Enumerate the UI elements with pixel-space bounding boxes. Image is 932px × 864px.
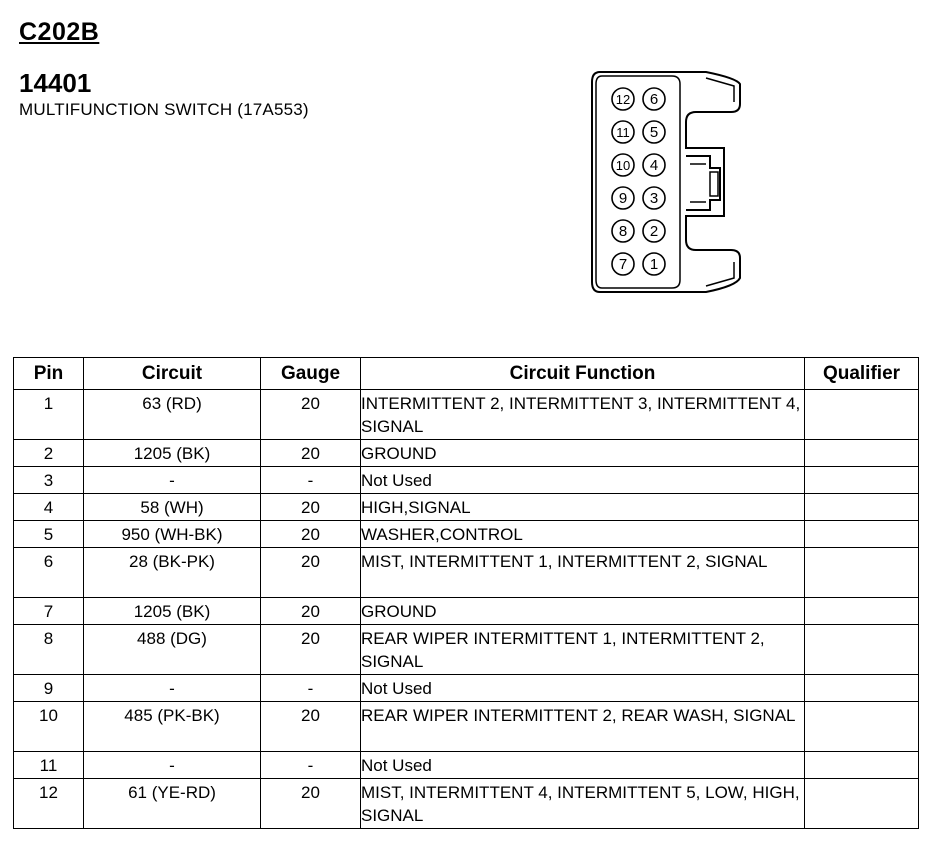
- pin-cell: 12: [14, 779, 84, 829]
- circuit-cell: 63 (RD): [84, 390, 261, 440]
- pin-number-label: 6: [649, 91, 659, 108]
- pin-cell: 8: [14, 625, 84, 675]
- qualifier-cell: [805, 390, 919, 440]
- pin-cell: 1: [14, 390, 84, 440]
- circuit-cell: 950 (WH-BK): [84, 521, 261, 548]
- table-row: [14, 675, 919, 702]
- part-description: MULTIFUNCTION SWITCH (17A553): [19, 100, 309, 119]
- qualifier-cell: [805, 702, 919, 752]
- qualifier-cell: [805, 675, 919, 702]
- gauge-cell: 20: [261, 548, 361, 598]
- table-row: [14, 779, 919, 829]
- pin-cell: 9: [14, 675, 84, 702]
- pin-cell: 5: [14, 521, 84, 548]
- column-header-circuit-function: Circuit Function: [361, 358, 805, 390]
- gauge-cell: 20: [261, 779, 361, 829]
- circuit-cell: 485 (PK-BK): [84, 702, 261, 752]
- circuit-function-cell: Not Used: [361, 467, 805, 494]
- circuit-function-cell: WASHER,CONTROL: [361, 521, 805, 548]
- table-row: [14, 521, 919, 548]
- pin-number-label: 9: [618, 190, 628, 207]
- circuit-cell: 488 (DG): [84, 625, 261, 675]
- circuit-function-cell: MIST, INTERMITTENT 1, INTERMITTENT 2, SIGNAL: [361, 548, 805, 598]
- connector-id: C202B: [19, 18, 100, 46]
- circuit-cell: 1205 (BK): [84, 440, 261, 467]
- gauge-cell: 20: [261, 440, 361, 467]
- column-header-pin: Pin: [14, 358, 84, 390]
- pin-number-label: 8: [618, 223, 628, 240]
- circuit-cell: -: [84, 467, 261, 494]
- pin-cell: 7: [14, 598, 84, 625]
- qualifier-cell: [805, 548, 919, 598]
- table-row: [14, 625, 919, 675]
- pin-number-label: 10: [615, 158, 631, 173]
- qualifier-cell: [805, 625, 919, 675]
- gauge-cell: -: [261, 467, 361, 494]
- table-row: [14, 702, 919, 752]
- circuit-cell: -: [84, 675, 261, 702]
- gauge-cell: -: [261, 675, 361, 702]
- table-row: [14, 390, 919, 440]
- part-number: 14401: [19, 68, 92, 98]
- circuit-function-cell: GROUND: [361, 598, 805, 625]
- qualifier-cell: [805, 440, 919, 467]
- table-header-row: [14, 358, 919, 390]
- gauge-cell: 20: [261, 494, 361, 521]
- pin-cell: 4: [14, 494, 84, 521]
- circuit-function-cell: REAR WIPER INTERMITTENT 1, INTERMITTENT 2, SIGNAL: [361, 625, 805, 675]
- gauge-cell: 20: [261, 598, 361, 625]
- qualifier-cell: [805, 521, 919, 548]
- pinout-table: [13, 357, 919, 829]
- pin-cell: 3: [14, 467, 84, 494]
- pin-number-label: 3: [649, 190, 659, 207]
- circuit-function-cell: MIST, INTERMITTENT 4, INTERMITTENT 5, LOW, HIGH, SIGNAL: [361, 779, 805, 829]
- circuit-cell: 61 (YE-RD): [84, 779, 261, 829]
- gauge-cell: -: [261, 752, 361, 779]
- circuit-function-cell: REAR WIPER INTERMITTENT 2, REAR WASH, SIGNAL: [361, 702, 805, 752]
- pin-number-label: 12: [615, 92, 631, 107]
- gauge-cell: 20: [261, 625, 361, 675]
- pin-number-label: 4: [649, 157, 659, 174]
- gauge-cell: 20: [261, 390, 361, 440]
- circuit-function-cell: HIGH,SIGNAL: [361, 494, 805, 521]
- pin-cell: 10: [14, 702, 84, 752]
- column-header-gauge: Gauge: [261, 358, 361, 390]
- circuit-cell: 1205 (BK): [84, 598, 261, 625]
- table-row: [14, 752, 919, 779]
- qualifier-cell: [805, 494, 919, 521]
- pin-number-label: 7: [618, 256, 628, 273]
- circuit-cell: -: [84, 752, 261, 779]
- circuit-function-cell: INTERMITTENT 2, INTERMITTENT 3, INTERMITTENT 4, SIGNAL: [361, 390, 805, 440]
- qualifier-cell: [805, 467, 919, 494]
- qualifier-cell: [805, 598, 919, 625]
- pin-number-label: 11: [616, 125, 630, 140]
- circuit-cell: 58 (WH): [84, 494, 261, 521]
- table-row: [14, 598, 919, 625]
- qualifier-cell: [805, 779, 919, 829]
- table-row: [14, 467, 919, 494]
- pin-number-label: 2: [649, 223, 659, 240]
- gauge-cell: 20: [261, 702, 361, 752]
- circuit-function-cell: GROUND: [361, 440, 805, 467]
- pin-cell: 11: [14, 752, 84, 779]
- table-row: [14, 548, 919, 598]
- qualifier-cell: [805, 752, 919, 779]
- circuit-function-cell: Not Used: [361, 675, 805, 702]
- pin-number-label: 1: [649, 256, 659, 273]
- pin-cell: 2: [14, 440, 84, 467]
- connector-face-diagram: [586, 68, 746, 298]
- table-row: [14, 440, 919, 467]
- pin-cell: 6: [14, 548, 84, 598]
- gauge-cell: 20: [261, 521, 361, 548]
- column-header-circuit: Circuit: [84, 358, 261, 390]
- circuit-cell: 28 (BK-PK): [84, 548, 261, 598]
- column-header-qualifier: Qualifier: [805, 358, 919, 390]
- circuit-function-cell: Not Used: [361, 752, 805, 779]
- table-row: [14, 494, 919, 521]
- pin-number-label: 5: [649, 124, 659, 141]
